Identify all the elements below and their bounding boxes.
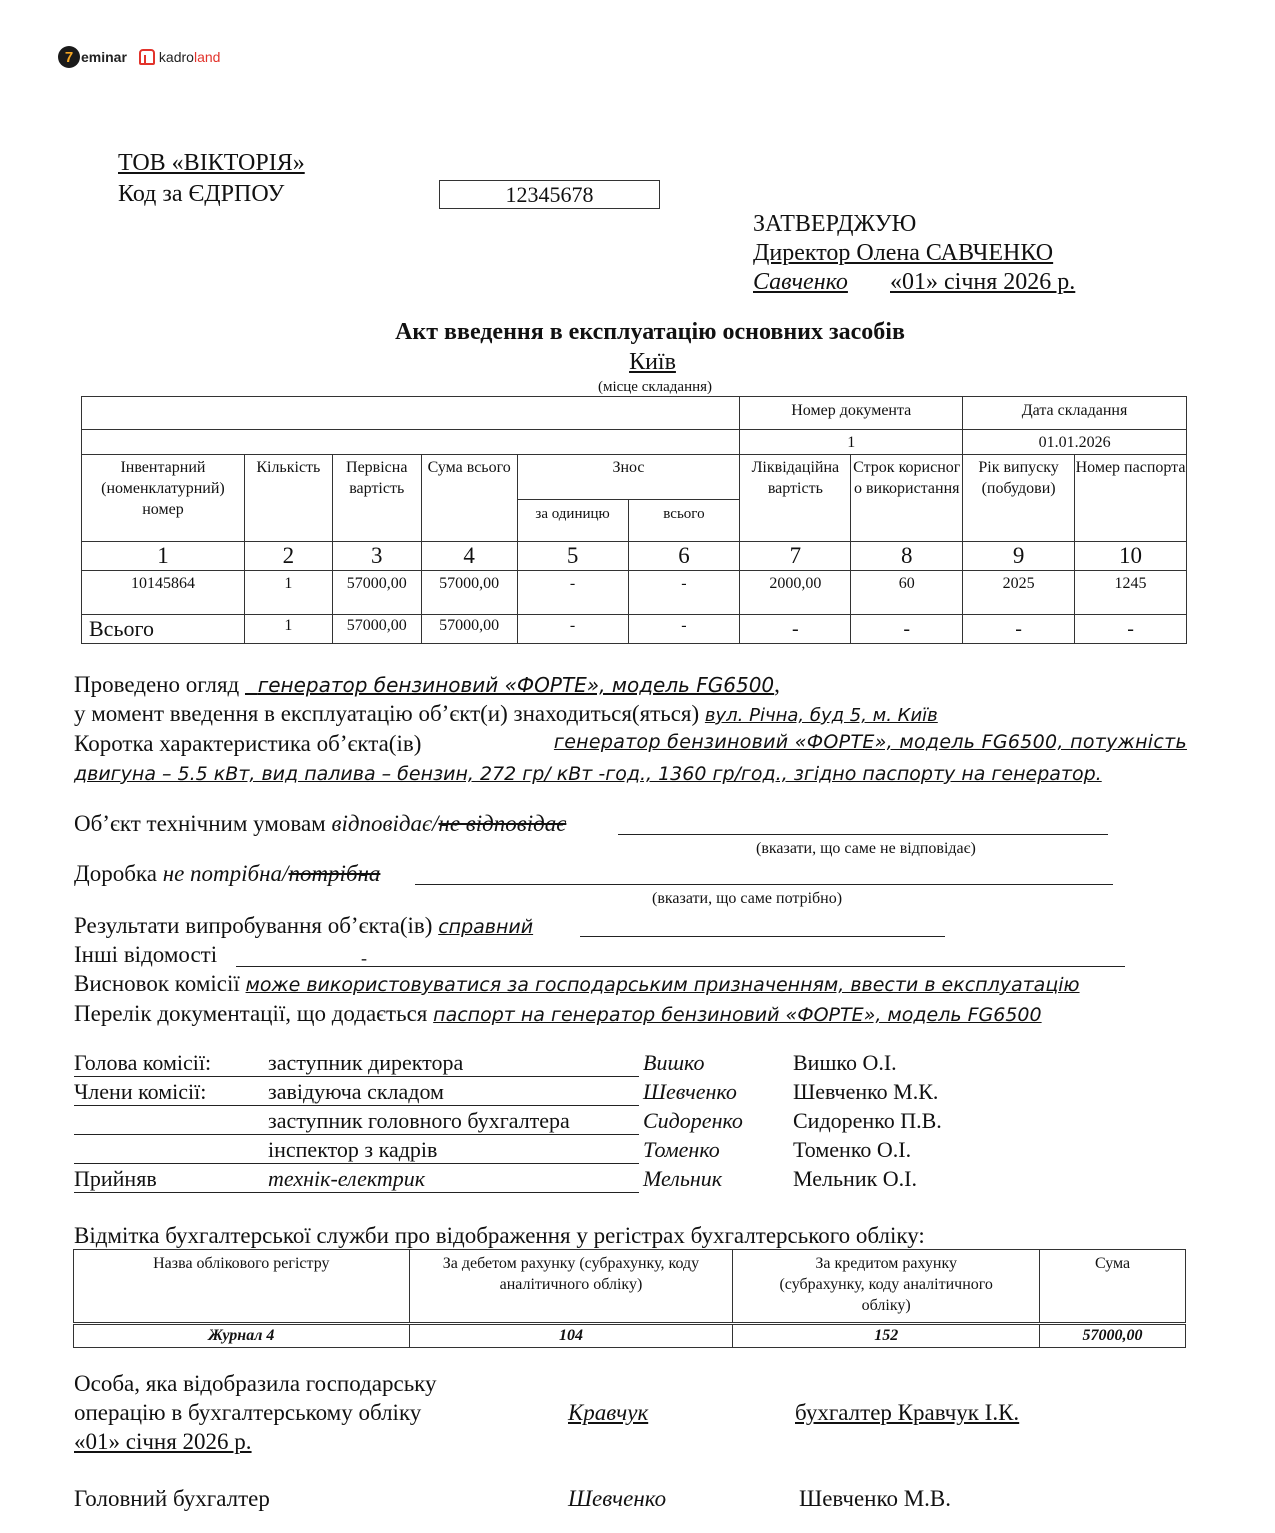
person-line-1: Особа, яка відобразила господарську <box>74 1371 437 1396</box>
cell-quantity: 1 <box>244 571 332 615</box>
header-empty-cell <box>82 430 740 455</box>
other-blank <box>236 966 1125 967</box>
condition-line: Об’єкт технічним умовам відповідає/не відповідає <box>74 811 567 836</box>
accounting-title: Відмітка бухгалтерської служби про відображення у регістрах бухгалтерського обліку: <box>74 1223 925 1248</box>
col-number: 1 <box>82 542 245 571</box>
commission-role: Прийняв <box>74 1166 157 1191</box>
commission-line <box>74 1192 639 1193</box>
test-value: справний <box>438 916 534 938</box>
col-number: 4 <box>421 542 517 571</box>
conclusion-line <box>74 971 1080 997</box>
seminar-logo-text: eminar <box>81 49 127 65</box>
cell-dep-unit: - <box>517 571 628 615</box>
cell-initial-cost: 57000,00 <box>332 571 421 615</box>
acc-credit: 152 <box>733 1324 1040 1348</box>
doc-date-label: Дата складання <box>963 397 1187 430</box>
kadroland-logo-part-a: kadro <box>158 49 194 65</box>
other-label: Інші відомості <box>74 942 218 967</box>
commission-line <box>74 1076 639 1077</box>
test-label: Результати випробування об’єкта(ів) <box>74 913 433 938</box>
commission-signature: Шевченко <box>643 1079 737 1104</box>
commission-position: завідуюча складом <box>268 1079 444 1104</box>
char-value-1: генератор бензиновий «ФОРТЕ», модель FG6500, потужність <box>553 731 1187 753</box>
commission-position: технік-електрик <box>268 1166 426 1191</box>
location-label: у момент введення в експлуатацію об’єкт(и) знаходиться(яться) <box>74 701 700 726</box>
conclusion-value: може використовуватися за господарським призначенням, ввести в експлуатацію <box>245 974 1080 996</box>
total-row <box>82 615 1187 644</box>
total-initial-cost: 57000,00 <box>332 615 421 644</box>
column-numbers-row <box>82 542 1187 571</box>
total-dep-unit: - <box>517 615 628 644</box>
commission-role: Голова комісії: <box>74 1050 212 1075</box>
doc-place-caption: (місце складання) <box>597 379 713 395</box>
total-sum: 57000,00 <box>421 615 517 644</box>
docs-value: паспорт на генератор бензиновий «ФОРТЕ», модель FG6500 <box>433 1004 1042 1026</box>
org-code-label: Код за ЄДРПОУ <box>118 181 285 207</box>
col-header-passport: Номер паспорта <box>1075 455 1187 542</box>
col-number: 9 <box>963 542 1075 571</box>
acc-sum: 57000,00 <box>1040 1324 1186 1348</box>
test-blank <box>580 936 945 937</box>
kadroland-logo-icon <box>139 49 155 65</box>
condition-yes: відповідає <box>331 811 433 836</box>
cell-inventory: 10145864 <box>82 571 245 615</box>
person-name: бухгалтер Кравчук І.К. <box>795 1400 1020 1425</box>
approve-title: ЗАТВЕРДЖУЮ <box>753 211 917 237</box>
acc-header-register: Назва облікового регістру <box>74 1250 410 1324</box>
cell-liquidation: 2000,00 <box>740 571 851 615</box>
other-value: - <box>361 948 367 968</box>
approve-signature: Савченко <box>753 269 848 295</box>
col-header-total-sum: Сума всього <box>421 455 517 542</box>
inspected-line: Проведено огляд генератор бензиновий «ФОРТЕ», модель FG6500, <box>74 672 780 697</box>
page-title: Акт введення в експлуатацію основних засобів <box>395 319 905 345</box>
col-header-useful-life: Строк корисного використання <box>851 455 963 542</box>
col-number: 8 <box>851 542 963 571</box>
col-number: 5 <box>517 542 628 571</box>
commission-name: Томенко О.І. <box>793 1137 912 1162</box>
docs-label: Перелік документації, що додається <box>74 1001 428 1026</box>
total-passport: - <box>1075 615 1187 644</box>
commission-position: заступник головного бухгалтера <box>268 1108 570 1133</box>
kadroland-logo-text <box>159 49 221 65</box>
commission-name: Мельник О.І. <box>793 1166 917 1191</box>
approve-director: Директор Олена САВЧЕНКО <box>753 240 1054 266</box>
condition-no: не відповідає <box>438 811 567 836</box>
location-value: вул. Річна, буд 5, м. Київ <box>704 705 938 726</box>
header-empty-cell <box>82 397 740 430</box>
rework-no: потрібна <box>288 861 381 886</box>
cell-passport: 1245 <box>1075 571 1187 615</box>
total-dep-total: - <box>628 615 740 644</box>
acc-register: Журнал 4 <box>74 1324 410 1348</box>
location-line <box>74 701 938 727</box>
col-number: 7 <box>740 542 851 571</box>
chief-label: Головний бухгалтер <box>74 1486 270 1511</box>
cell-total-sum: 57000,00 <box>421 571 517 615</box>
rework-caption: (вказати, що саме потрібно) <box>652 890 843 907</box>
char-line <box>74 731 1187 757</box>
rework-line: Доробка не потрібна/потрібна <box>74 861 381 886</box>
commission-name: Шевченко М.К. <box>793 1079 939 1104</box>
col-number: 2 <box>244 542 332 571</box>
acc-header-sum: Сума <box>1040 1250 1186 1324</box>
char-label: Коротка характеристика об’єкта(ів) <box>74 731 422 756</box>
table-row <box>74 1324 1186 1348</box>
col-number: 3 <box>332 542 421 571</box>
col-header-dep-unit: за одиницю <box>517 500 628 542</box>
col-header-year: Рік випуску (побудови) <box>963 455 1075 542</box>
commission-position: заступник директора <box>268 1050 464 1075</box>
total-quantity: 1 <box>244 615 332 644</box>
commission-line <box>74 1105 639 1106</box>
commission-signature: Мельник <box>643 1166 723 1191</box>
commission-signature: Вишко <box>643 1050 705 1075</box>
inspected-label: Проведено огляд <box>74 672 240 697</box>
cell-dep-total: - <box>628 571 740 615</box>
doc-number: 1 <box>740 430 963 455</box>
chief-signature: Шевченко <box>568 1486 667 1511</box>
commission-signature: Томенко <box>643 1137 720 1162</box>
doc-date: 01.01.2026 <box>963 430 1187 455</box>
commission-role: Члени комісії: <box>74 1079 207 1104</box>
accounting-table <box>73 1249 1186 1348</box>
person-line-2: операцію в бухгалтерському обліку <box>74 1400 422 1425</box>
seminar-logo-mark: 7 <box>58 46 80 68</box>
doc-number-label: Номер документа <box>740 397 963 430</box>
col-header-inventory: Інвентарний (номенклатурний) номер <box>82 455 245 542</box>
col-header-quantity: Кількість <box>244 455 332 542</box>
rework-yes: не потрібна <box>162 861 283 886</box>
doc-place: Київ <box>629 349 676 375</box>
conclusion-label: Висновок комісії <box>74 971 240 996</box>
condition-blank <box>618 834 1108 835</box>
col-header-initial-cost: Первісна вартість <box>332 455 421 542</box>
commission-position: інспектор з кадрів <box>268 1137 438 1162</box>
cell-year: 2025 <box>963 571 1075 615</box>
commission-name: Вишко О.І. <box>793 1050 897 1075</box>
total-liquidation: - <box>740 615 851 644</box>
seminar-logo <box>58 44 220 70</box>
total-year: - <box>963 615 1075 644</box>
acc-header-debit: За дебетом рахунку (субрахунку, коду аналітичного обліку) <box>409 1250 733 1324</box>
test-line <box>74 913 533 939</box>
col-header-dep-total: всього <box>628 500 740 542</box>
inspected-value: генератор бензиновий «ФОРТЕ», модель FG6500 <box>257 673 775 697</box>
org-code: 12345678 <box>439 180 660 209</box>
condition-label: Об’єкт технічним умовам <box>74 811 326 836</box>
acc-header-credit: За кредитом рахунку (субрахунку, коду аналітичного обліку) <box>733 1250 1040 1324</box>
rework-blank <box>415 884 1113 885</box>
rework-label: Доробка <box>74 861 157 886</box>
char-value-2: двигуна – 5.5 кВт, вид палива – бензин, 272 гр/ кВт -год., 1360 гр/год., згідно паспорту на генератор. <box>74 763 1102 785</box>
commission-name: Сидоренко П.В. <box>793 1108 942 1133</box>
col-number: 10 <box>1075 542 1187 571</box>
chief-name: Шевченко М.В. <box>799 1486 952 1511</box>
commission-signature: Сидоренко <box>643 1108 743 1133</box>
col-number: 6 <box>628 542 740 571</box>
commission-line <box>74 1134 639 1135</box>
total-useful-life: - <box>851 615 963 644</box>
person-signature: Кравчук <box>568 1400 649 1425</box>
approve-date: «01» січня 2026 р. <box>890 269 1076 295</box>
col-header-liquidation: Ліквідаційна вартість <box>740 455 851 542</box>
person-date: «01» січня 2026 р. <box>74 1429 252 1454</box>
total-label: Всього <box>82 615 245 644</box>
cell-useful-life: 60 <box>851 571 963 615</box>
condition-caption: (вказати, що саме не відповідає) <box>756 840 976 857</box>
col-header-depreciation: Знос <box>517 455 740 500</box>
acc-debit: 104 <box>409 1324 733 1348</box>
table-row <box>82 571 1187 615</box>
docs-line <box>74 1001 1042 1027</box>
commission-line <box>74 1163 639 1164</box>
org-name: ТОВ «ВІКТОРІЯ» <box>118 150 305 176</box>
assets-table <box>81 396 1187 644</box>
kadroland-logo-part-b: land <box>193 49 221 65</box>
